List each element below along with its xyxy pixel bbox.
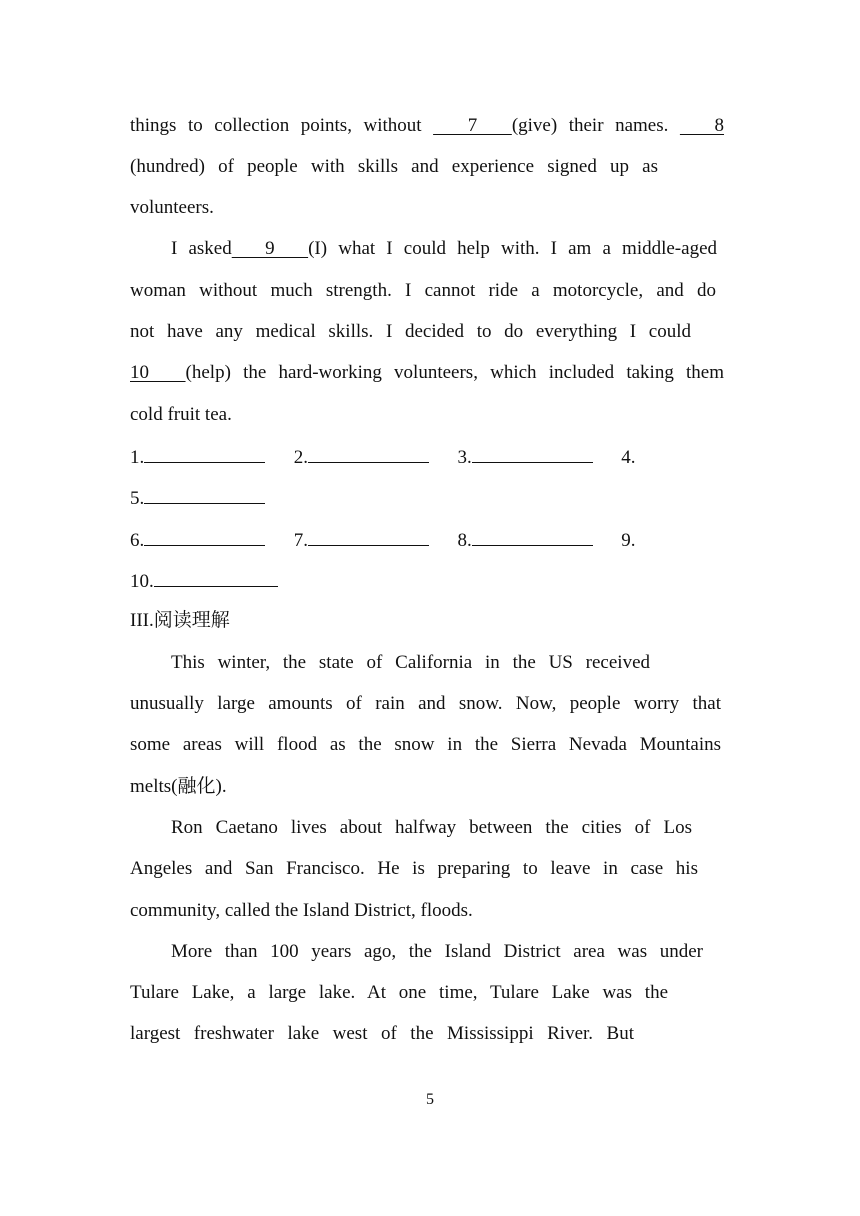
text-line: Tulare Lake, a large lake. At one time, Tulare Lake was the (130, 982, 668, 1003)
text-span: things to collection points, without (130, 115, 434, 136)
answer-number: 8. (457, 530, 472, 551)
answer-row (130, 527, 636, 553)
answer-number: 7. (293, 530, 308, 551)
text-line: unusually large amounts of rain and snow. Now, people worry that (130, 693, 721, 714)
text-line (130, 361, 724, 385)
text-line (171, 237, 717, 261)
answer-blank-8[interactable] (472, 527, 593, 546)
answer-blank-10[interactable] (154, 568, 278, 587)
text-line (130, 114, 724, 138)
text-line: This winter, the state of California in the US received (171, 652, 650, 673)
text-line: cold fruit tea. (130, 404, 232, 425)
answer-blank-6[interactable] (144, 527, 265, 546)
text-line: some areas will flood as the snow in the Sierra Nevada Mountains (130, 734, 721, 755)
text-line: Angeles and San Francisco. He is preparing to leave in case his (130, 858, 698, 879)
text-line: More than 100 years ago, the Island District area was under (171, 941, 703, 962)
blank-9: 9 (231, 238, 309, 259)
text-line: Ron Caetano lives about halfway between the cities of Los (171, 817, 692, 838)
answer-number: 3. (457, 447, 472, 468)
answer-blank-5[interactable] (144, 485, 265, 504)
answer-blank-1[interactable] (144, 444, 265, 463)
answer-row (130, 485, 265, 511)
answer-blank-2[interactable] (308, 444, 429, 463)
answer-number: 2. (293, 447, 308, 468)
text-span: (give) their names. (511, 115, 680, 136)
answer-number: 4. (621, 447, 636, 468)
blank-10: 10 (130, 362, 186, 383)
text-span: (help) the hard-working volunteers, which included taking them (185, 362, 724, 383)
text-line: volunteers. (130, 197, 214, 218)
answer-number: 5. (130, 488, 145, 509)
answer-number: 10. (130, 571, 154, 592)
text-span: I asked (171, 238, 232, 259)
answer-blank-7[interactable] (308, 527, 429, 546)
section-heading: III.阅读理解 (130, 610, 230, 631)
answer-number: 1. (130, 447, 145, 468)
text-span: (I) what I could help with. I am a middle-aged (308, 238, 717, 259)
text-line: community, called the Island District, floods. (130, 900, 473, 921)
answer-number: 6. (130, 530, 145, 551)
text-line: largest freshwater lake west of the Mississippi River. But (130, 1023, 634, 1044)
text-line: (hundred) of people with skills and experience signed up as (130, 156, 658, 177)
answer-row (130, 568, 278, 594)
answer-blank-3[interactable] (472, 444, 593, 463)
text-line: not have any medical skills. I decided to do everything I could (130, 321, 691, 342)
answer-row (130, 444, 636, 470)
blank-7: 7 (433, 115, 512, 136)
text-line: melts(融化). (130, 776, 227, 797)
text-line: woman without much strength. I cannot ride a motorcycle, and do (130, 280, 716, 301)
blank-8: 8 (679, 115, 725, 136)
answer-number: 9. (621, 530, 636, 551)
page-number: 5 (426, 1091, 434, 1108)
